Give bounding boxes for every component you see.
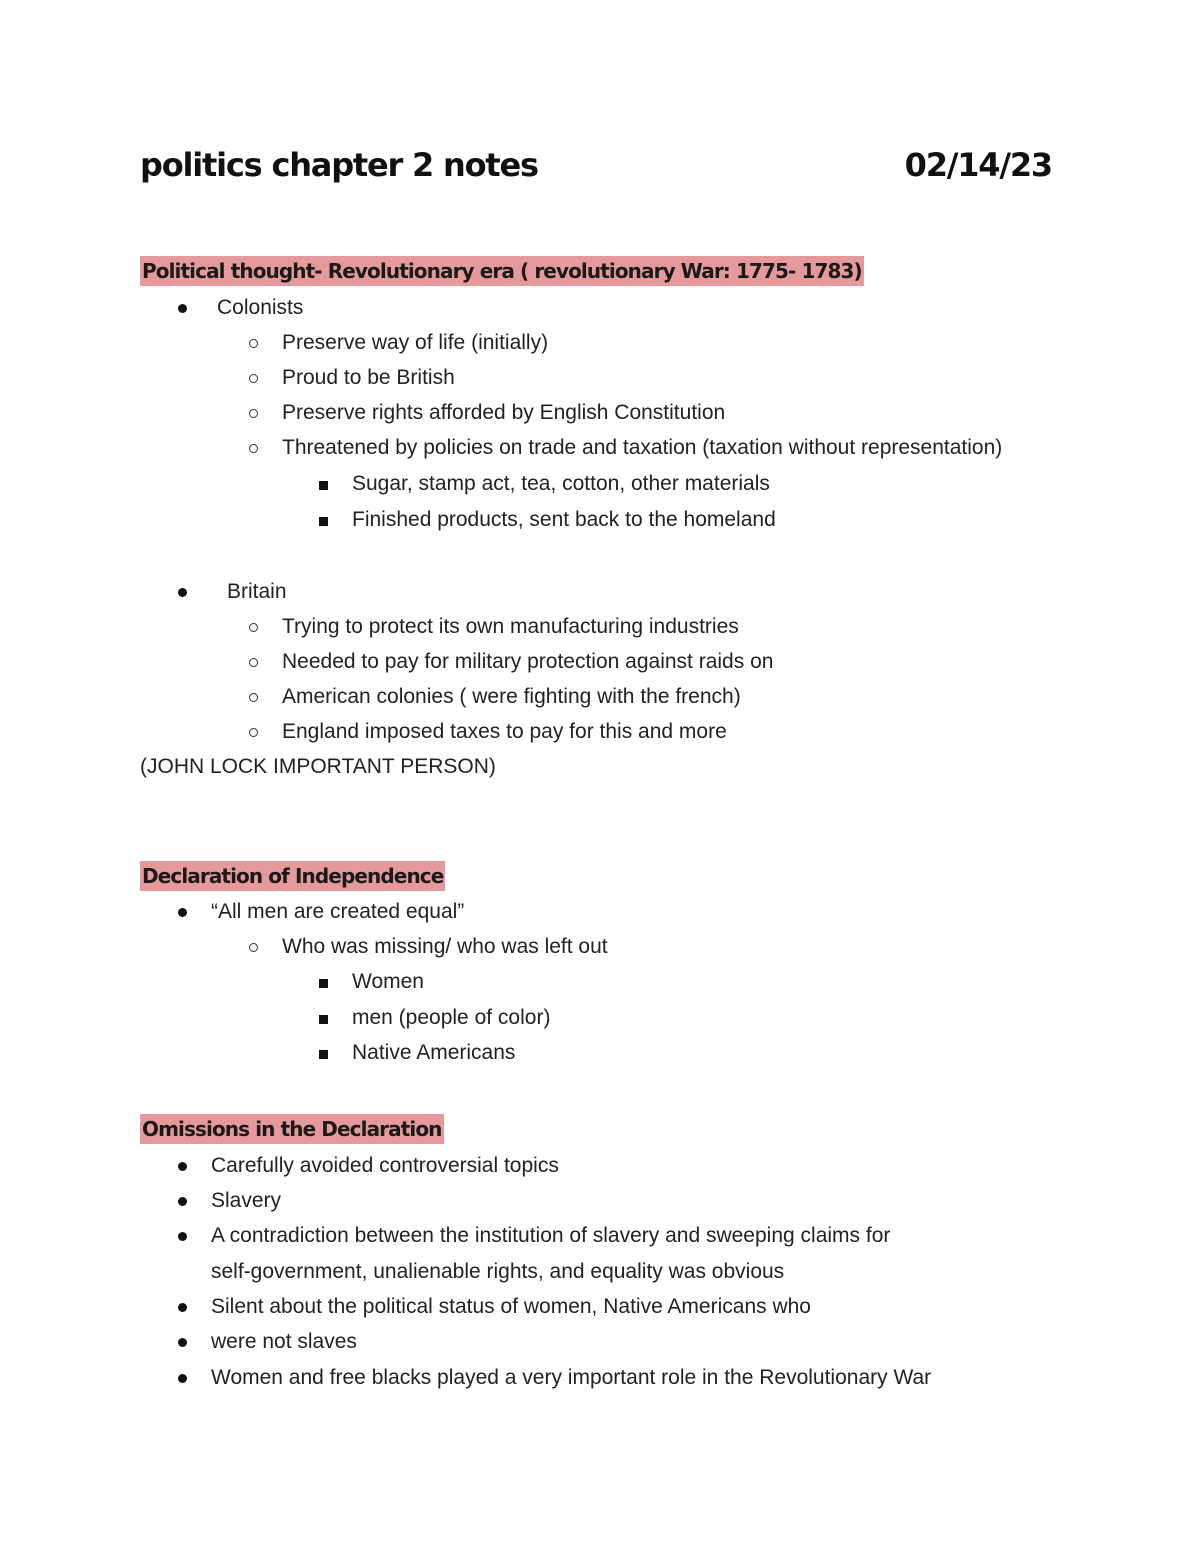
hollow-bullet-icon [249,943,258,952]
list-item-colonists: Colonists [217,296,304,319]
bullet-icon [178,1303,187,1312]
bullet-icon [178,1232,187,1241]
square-bullet-icon [319,517,328,526]
square-bullet-icon [319,1015,328,1024]
list-item: Proud to be British [282,366,455,389]
square-bullet-icon [319,1050,328,1059]
list-item: men (people of color) [352,1006,551,1029]
hollow-bullet-icon [249,409,258,418]
section-heading-declaration: Declaration of Independence [140,861,445,891]
bullet-icon [178,588,187,597]
hollow-bullet-icon [249,728,258,737]
page-title: politics chapter 2 notes [140,146,538,184]
list-item: Needed to pay for military protection against raids on [282,650,774,673]
list-item: Slavery [211,1189,282,1212]
list-item: Women and free blacks played a very important role in the Revolutionary War [211,1366,932,1389]
list-item: Carefully avoided controversial topics [211,1154,559,1177]
list-item: Trying to protect its own manufacturing industries [282,615,739,638]
section-heading-omissions: Omissions in the Declaration [140,1114,444,1144]
hollow-bullet-icon [249,658,258,667]
list-item: American colonies ( were fighting with the french) [282,685,741,708]
bullet-icon [178,1338,187,1347]
bullet-icon [178,1374,187,1383]
hollow-bullet-icon [249,444,258,453]
list-item: Threatened by policies on trade and taxation (taxation without representation) [282,436,1003,459]
list-item: Preserve way of life (initially) [282,331,549,354]
list-item: Women [352,970,424,993]
page-date: 02/14/23 [904,146,1052,184]
list-item: were not slaves [211,1330,357,1353]
note-text: (JOHN LOCK IMPORTANT PERSON) [140,755,496,778]
square-bullet-icon [319,481,328,490]
list-item-question: Who was missing/ who was left out [282,935,608,958]
list-item: Finished products, sent back to the homeland [352,508,776,531]
bullet-icon [178,304,187,313]
hollow-bullet-icon [249,339,258,348]
list-item: Sugar, stamp act, tea, cotton, other materials [352,472,770,495]
square-bullet-icon [319,979,328,988]
list-item: Preserve rights afforded by English Constitution [282,401,726,424]
list-item: A contradiction between the institution of slavery and sweeping claims for [211,1224,891,1247]
bullet-icon [178,1197,187,1206]
section-heading-political-thought: Political thought- Revolutionary era ( revolutionary War: 1775- 1783) [140,256,864,286]
list-item: Silent about the political status of women, Native Americans who [211,1295,811,1318]
hollow-bullet-icon [249,693,258,702]
bullet-icon [178,1162,187,1171]
bullet-icon [178,908,187,917]
list-item-continuation: self-government, unalienable rights, and equality was obvious [211,1260,785,1283]
list-item-quote: “All men are created equal” [211,900,465,923]
hollow-bullet-icon [249,374,258,383]
list-item-britain: Britain [227,580,287,603]
hollow-bullet-icon [249,623,258,632]
list-item: England imposed taxes to pay for this and more [282,720,727,743]
list-item: Native Americans [352,1041,516,1064]
